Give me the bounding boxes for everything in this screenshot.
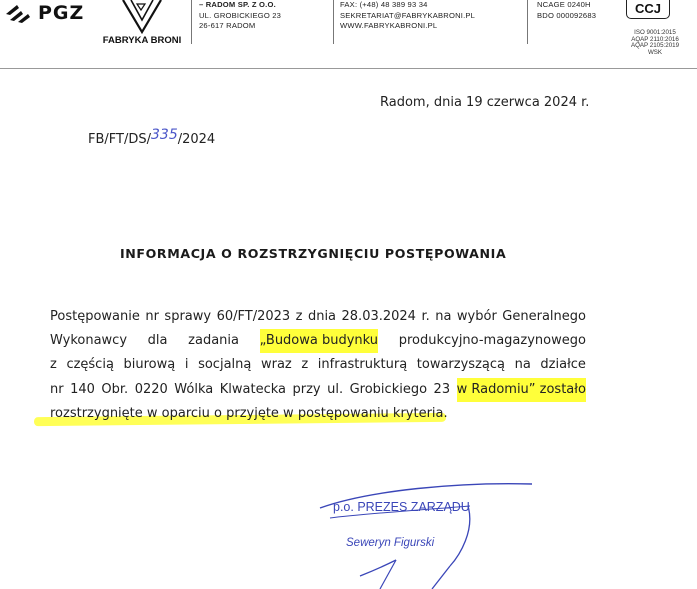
paragraph-word: Generalnego xyxy=(502,309,586,324)
paragraph-word: biurową xyxy=(123,357,176,373)
ccj-badge: CCJ xyxy=(626,0,670,19)
company-contact xyxy=(340,0,475,32)
paragraph-word: Postępowanie xyxy=(50,309,140,324)
email-line: SEKRETARIAT@FABRYKABRONI.PL xyxy=(340,10,476,20)
paragraph-word: Obr. xyxy=(101,381,129,397)
pgz-logo-text: PGZ xyxy=(38,2,85,24)
header-divider xyxy=(191,0,192,44)
paragraph-word: Wykonawcy xyxy=(50,333,128,349)
paragraph-word: z xyxy=(50,357,57,373)
document-title: INFORMACJA O ROZSTRZYGNIĘCIU POSTĘPOWANIA xyxy=(120,246,507,261)
company-codes xyxy=(537,0,596,21)
paragraph-word: 60/FT/2023 xyxy=(216,309,291,324)
pgz-chevron-icon xyxy=(4,3,34,23)
paragraph-word: Wólka xyxy=(174,381,214,397)
fabryka-broni-logo-text: FABRYKA BRONI xyxy=(102,35,182,46)
paragraph-line xyxy=(50,402,586,426)
paragraph-word: na xyxy=(435,309,452,324)
fabryka-broni-logo xyxy=(100,0,184,46)
company-address xyxy=(199,0,281,32)
paragraph-word: ul. xyxy=(327,381,344,397)
paragraph-line xyxy=(50,378,586,402)
ncage-line: NCAGE 0240H xyxy=(537,0,591,9)
company-street-line: UL. GROBICKIEGO 23 xyxy=(199,10,282,20)
reference-prefix: FB/FT/DS/ xyxy=(88,132,151,147)
paragraph-word: z xyxy=(301,357,309,373)
paragraph-word: wybór xyxy=(456,309,497,324)
reference-handwritten-number: 335 xyxy=(151,127,178,143)
bdo-line: BDO 000092683 xyxy=(537,10,597,20)
iso-line: AQAP 2105:2019 xyxy=(630,42,680,50)
paragraph-word: Grobickiego xyxy=(349,381,428,397)
paragraph-word: socjalną xyxy=(198,357,252,373)
place-date: Radom, dnia 19 czerwca 2024 r. xyxy=(380,95,590,110)
paragraph-word: dla xyxy=(147,333,168,349)
paragraph-word: 140 xyxy=(70,381,95,397)
signature-scribble xyxy=(300,470,540,589)
company-name-line: – RADOM SP. Z O.O. xyxy=(199,0,276,9)
header-rule xyxy=(0,68,697,69)
fax-line: FAX: (+48) 48 389 93 34 xyxy=(340,0,428,9)
paragraph-word: w Radomiu” zostało xyxy=(457,378,586,402)
header-divider xyxy=(333,0,334,44)
paragraph-line xyxy=(50,353,586,377)
paragraph-word: częścią xyxy=(66,357,114,373)
paragraph-word: rozstrzygnięte w oparciu o przyjęte w postępowaniu kryteria. xyxy=(50,405,448,421)
paragraph-line xyxy=(50,329,586,353)
signature-stamp-name: Seweryn Figurski xyxy=(346,537,435,549)
paragraph-line xyxy=(50,305,586,329)
paragraph-word: dnia xyxy=(307,309,337,324)
iso-line: ISO 9001:2015 xyxy=(634,29,676,36)
fabryka-broni-emblem-icon xyxy=(119,0,165,34)
paragraph-word: „Budowa budynku xyxy=(260,329,378,353)
paragraph-word: zadania xyxy=(188,333,239,349)
paragraph-word: i xyxy=(184,357,189,373)
paragraph-word: infrastrukturą xyxy=(317,357,408,373)
paragraph-word: 23 xyxy=(433,381,451,397)
body-paragraph xyxy=(50,305,586,426)
paragraph-word: 0220 xyxy=(134,381,168,397)
signature-stamp-title-text: p.o. PREZES ZARZĄDU xyxy=(333,500,470,514)
paragraph-word: sprawy xyxy=(164,309,212,324)
paragraph-word: nr xyxy=(50,381,64,397)
paragraph-word: produkcyjno-magazynowego xyxy=(398,333,586,349)
paragraph-word: wraz xyxy=(260,357,292,373)
reference-suffix: /2024 xyxy=(177,132,216,147)
signature-stamp-title xyxy=(333,500,470,514)
iso-line: AQAP 2110:2016 xyxy=(631,35,679,43)
paragraph-word: na xyxy=(514,357,531,373)
paragraph-word: Klwatecka xyxy=(219,381,286,397)
reference-number xyxy=(88,127,216,147)
paragraph-word: r. xyxy=(421,309,430,324)
paragraph-word: nr xyxy=(145,309,159,324)
company-city-line: 26-617 RADOM xyxy=(199,21,256,30)
iso-line: WSK xyxy=(647,48,663,56)
paragraph-word: działce xyxy=(540,357,586,373)
header-divider xyxy=(527,0,528,44)
paragraph-word: przy xyxy=(292,381,321,397)
paragraph-word: z xyxy=(295,309,303,324)
pgz-logo xyxy=(4,2,84,24)
paragraph-word: towarzyszącą xyxy=(416,357,505,373)
iso-certifications xyxy=(613,30,697,56)
paragraph-word: 28.03.2024 xyxy=(341,309,416,324)
website-line: WWW.FABRYKABRONI.PL xyxy=(340,21,438,30)
